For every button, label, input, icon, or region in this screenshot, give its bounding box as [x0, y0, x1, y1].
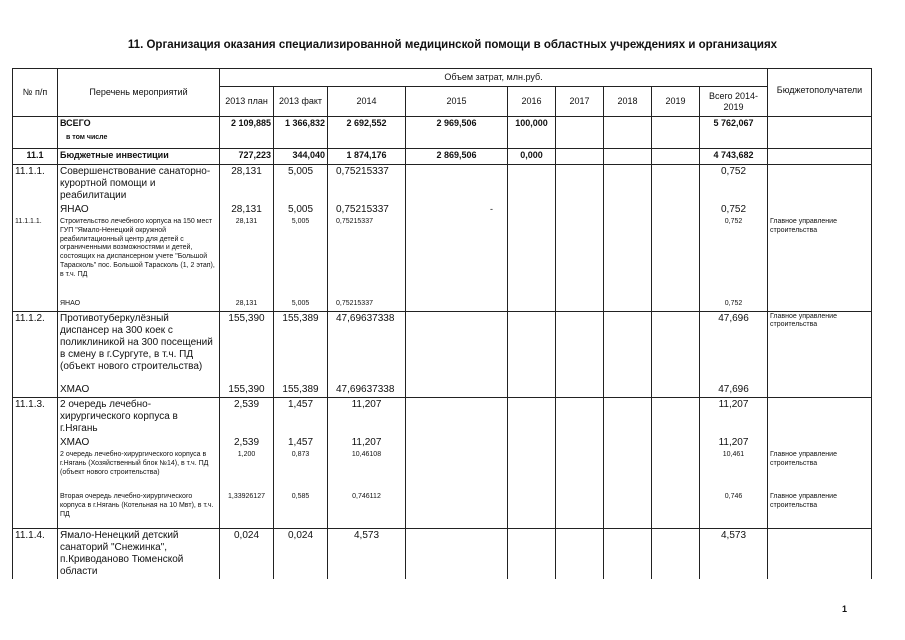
- row-11-1-1-1: 11.1.1.1. Строительство лечебного корпуса на 150 мест ГУП "Ямало-Ненецкий окружной реабилитационный центр для детей с ограниченными возможностями и детей, состоящих на диспансерном учете "Большой Тарасколь" пос. Большой Тарасколь (1, 2 этап), в т.ч. ПД 28,131 5,005 0,75215337 0,752 Главное управление строительства: [13, 217, 872, 299]
- row-11-1-3-a: 2 очередь лечебно-хирургического корпуса в г.Нягань (Хозяйственный блок №14), в т.ч. ПД (объект нового строительства) 1,200 0,873 10,46108 10,461 Главное управление строительства: [13, 450, 872, 492]
- row-11-1-2-hmao: ХМАО 155,390 155,389 47,69637338 47,696: [13, 383, 872, 398]
- row-11-1-3: 11.1.3. 2 очередь лечебно-хирургического корпуса в г.Нягань 2,539 1,457 11,207 11,207: [13, 398, 872, 437]
- page-title: 11. Организация оказания специализированной медицинской помощи в областных учреждениях и организациях: [127, 39, 778, 51]
- col-num-header: № п/п: [13, 69, 58, 117]
- row-total: ВСЕГО в том числе 2 109,885 1 366,832 2 692,552 2 969,506 100,000 5 762,067: [13, 117, 872, 149]
- row-11-1-1: 11.1.1. Совершенствование санаторно-курортной помощи и реабилитации 28,131 5,005 0,75215337 0,752: [13, 165, 872, 204]
- row-11-1-2: 11.1.2. Противотуберкулёзный диспансер на 300 коек с поликлиникой на 300 посещений в смену в г.Сургуте, в т.ч. ПД (объект нового строительства) 155,390 155,389 47,69637338 47,696 Главное управление строительства: [13, 311, 872, 383]
- row-11-1-1-1-yanao: ЯНАО 28,131 5,005 0,75215337 0,752: [13, 299, 872, 311]
- col-2017: 2017: [556, 87, 604, 117]
- row-11-1-1-yanao: ЯНАО 28,131 5,005 0,75215337 - 0,752: [13, 203, 872, 217]
- col-2015: 2015: [406, 87, 508, 117]
- col-2018: 2018: [604, 87, 652, 117]
- col-total: Всего 2014-2019: [700, 87, 768, 117]
- col-recipients-header: Бюджетополучатели: [768, 69, 872, 117]
- col-2013-plan: 2013 план: [220, 87, 274, 117]
- row-11-1: 11.1 Бюджетные инвестиции 727,223 344,040 1 874,176 2 869,506 0,000 4 743,682: [13, 149, 872, 165]
- expenses-table: [12, 68, 872, 579]
- col-2019: 2019: [652, 87, 700, 117]
- page-number: 1: [841, 604, 847, 614]
- col-volume-header: Объем затрат, млн.руб.: [220, 69, 768, 87]
- header-row-1: [13, 69, 872, 87]
- col-2016: 2016: [508, 87, 556, 117]
- col-2014: 2014: [328, 87, 406, 117]
- col-measures-header: Перечень мероприятий: [58, 69, 220, 117]
- total-label: ВСЕГО в том числе: [58, 117, 220, 149]
- row-11-1-4: 11.1.4. Ямало-Ненецкий детский санаторий "Снежинка", п.Криводаново Тюменской области 0,024 0,024 4,573 4,573: [13, 528, 872, 579]
- col-2013-fact: 2013 факт: [274, 87, 328, 117]
- row-11-1-3-hmao: ХМАО 2,539 1,457 11,207 11,207: [13, 436, 872, 450]
- row-11-1-3-b: Вторая очередь лечебно-хирургического корпуса в г.Нягань (Котельная на 10 Мвт), в т.ч. ПД 1,33926127 0,585 0,746112 0,746 Главное управление строительства: [13, 492, 872, 528]
